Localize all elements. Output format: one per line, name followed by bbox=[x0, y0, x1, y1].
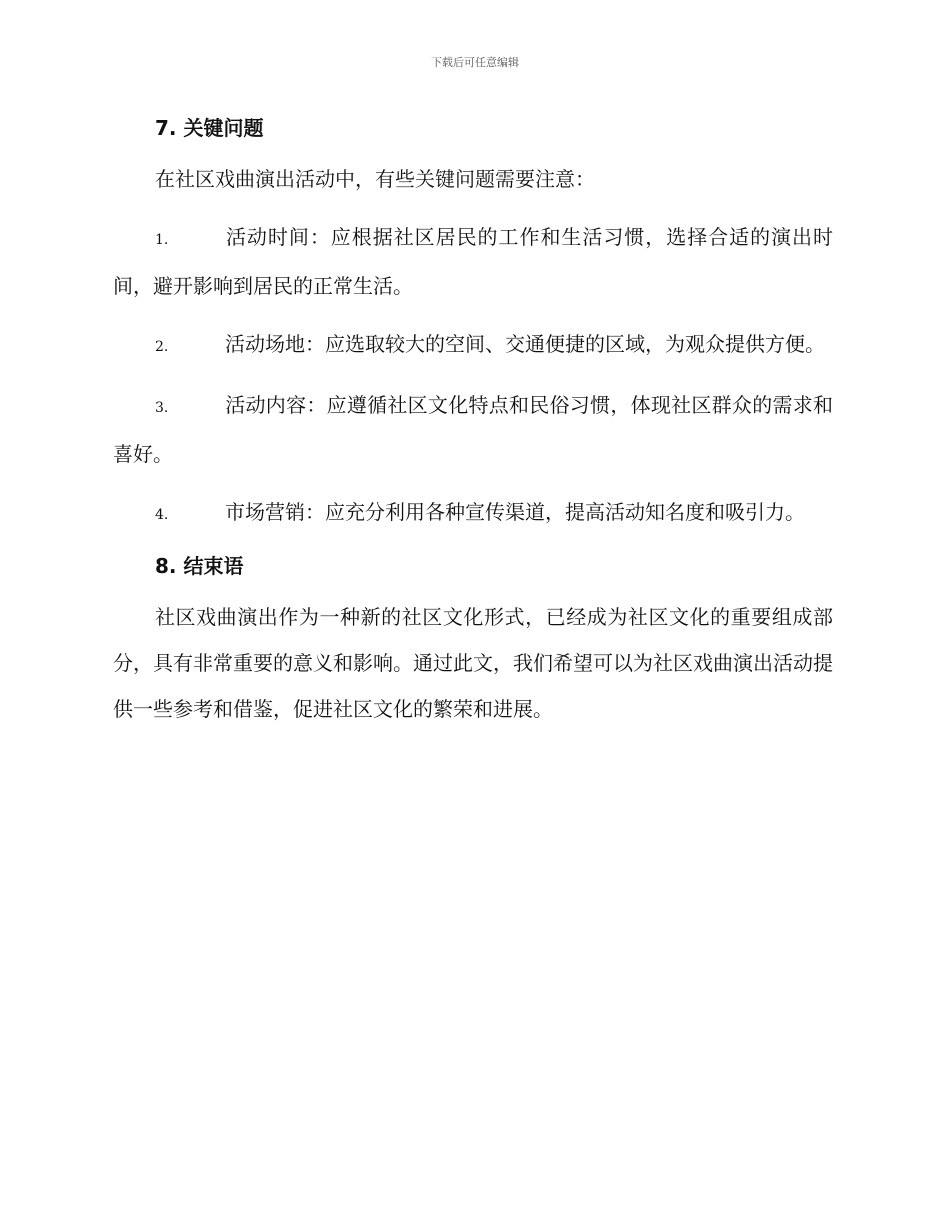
document-content bbox=[113, 110, 833, 732]
section-8-body: 社区戏曲演出作为一种新的社区文化形式，已经成为社区文化的重要组成部分，具有非常重要的意义和影响。通过此文，我们希望可以为社区戏曲演出活动提供一些参考和借鉴，促进社区文化的繁荣和进展。 bbox=[113, 605, 833, 721]
list-text-2: 活动场地：应选取较大的空间、交通便捷的区域，为观众提供方便。 bbox=[225, 332, 825, 356]
header-note: 下载后可任意编辑 bbox=[431, 56, 519, 69]
list-item-3 bbox=[113, 382, 833, 477]
section-7-heading: 7. 关键问题 bbox=[155, 116, 264, 140]
list-number-1: 1. bbox=[155, 232, 169, 248]
list-item-4 bbox=[113, 489, 833, 538]
section-7-intro: 在社区戏曲演出活动中，有些关键问题需要注意： bbox=[155, 167, 595, 191]
list-number-4: 4. bbox=[155, 507, 169, 523]
list-number-2: 2. bbox=[155, 339, 169, 355]
list-text-1: 活动时间：应根据社区居民的工作和生活习惯，选择合适的演出时间，避开影响到居民的正常生活。 bbox=[113, 225, 833, 298]
list-item-2 bbox=[113, 321, 833, 370]
list-text-3: 活动内容：应遵循社区文化特点和民俗习惯，体现社区群众的需求和喜好。 bbox=[113, 393, 833, 466]
list-item-1 bbox=[113, 214, 833, 309]
list-text-4: 市场营销：应充分利用各种宣传渠道，提高活动知名度和吸引力。 bbox=[225, 500, 805, 524]
section-8-heading: 8. 结束语 bbox=[155, 554, 244, 578]
list-number-3: 3. bbox=[155, 400, 169, 416]
